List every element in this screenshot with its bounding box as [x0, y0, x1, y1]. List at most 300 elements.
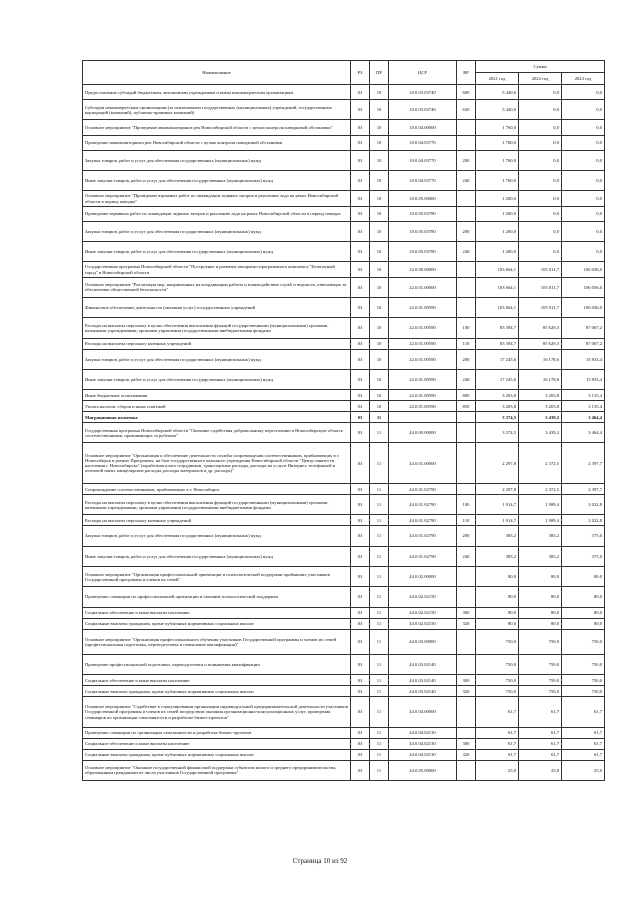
- row-vr: [457, 135, 476, 150]
- row-2023: 2 397,7: [562, 443, 605, 484]
- row-2021: 61,7: [476, 697, 519, 728]
- row-rz: 03: [351, 369, 370, 389]
- row-2023: 87 067,2: [562, 318, 605, 338]
- row-name: Закупка товаров, работ и услуг для обеспечения государственных (муниципальных) нужд: [83, 150, 351, 170]
- row-2023: 106 036,0: [562, 277, 605, 297]
- row-name: Социальные выплаты гражданам, кроме публичных нормативных социальных выплат: [83, 618, 351, 629]
- row-2022: 105 011,7: [519, 262, 562, 277]
- row-2023: 106 036,0: [562, 297, 605, 317]
- row-2022: 2 372,5: [519, 443, 562, 484]
- row-csr: 44.0.04.02130: [389, 749, 457, 760]
- row-name: Социальное обеспечение и иные выплаты населению: [83, 607, 351, 618]
- row-csr: 10.0.05.03780: [389, 221, 457, 241]
- row-pr: 10: [370, 297, 389, 317]
- row-pr: 10: [370, 369, 389, 389]
- row-rz: 03: [351, 629, 370, 654]
- row-2023: 0,0: [562, 242, 605, 262]
- row-name: Проведение взрывных работ по ликвидации ледяных заторов и рыхлению льда на реках Новосибирской области в период паводка: [83, 206, 351, 221]
- table-row: [83, 607, 605, 618]
- row-pr: 10: [370, 171, 389, 191]
- row-pr: 11: [370, 629, 389, 654]
- row-2023: 25,0: [562, 760, 605, 780]
- row-vr: 600: [457, 85, 476, 100]
- row-vr: 320: [457, 686, 476, 697]
- row-name: Основное мероприятие "Организация профессиональной ориентации и психологической поддержки прибывших участников Государственной программы и членов их семей": [83, 566, 351, 586]
- row-csr: 44.0.03.02140: [389, 686, 457, 697]
- row-2022: 85 629,3: [519, 338, 562, 349]
- row-csr: 44.0.01.02790: [389, 526, 457, 546]
- row-name: Сопровождение соотечественников, прибывающих в г. Новосибирск: [83, 484, 351, 495]
- row-2023: 61,7: [562, 749, 605, 760]
- row-2022: 61,7: [519, 749, 562, 760]
- table-header: [83, 61, 605, 85]
- row-2021: 1 200,0: [476, 221, 519, 241]
- table-row: [83, 318, 605, 338]
- row-2023: 0,0: [562, 221, 605, 241]
- row-2022: 25,0: [519, 760, 562, 780]
- table-row: [83, 401, 605, 412]
- row-2021: 5 440,6: [476, 85, 519, 100]
- table-row: [83, 297, 605, 317]
- row-2021: 383,2: [476, 546, 519, 566]
- row-2021: 61,7: [476, 738, 519, 749]
- table-body: [83, 85, 605, 781]
- row-name: Миграционная политика: [83, 412, 351, 423]
- row-2021: 61,7: [476, 727, 519, 738]
- row-2023: 2 022,8: [562, 515, 605, 526]
- row-name: Предоставление субсидий бюджетным, автономным учреждениям и иным некоммерческим организациям: [83, 85, 351, 100]
- row-csr: 44.0.02.02150: [389, 607, 457, 618]
- row-csr: 22.0.01.00590: [389, 338, 457, 349]
- row-2023: 80,0: [562, 618, 605, 629]
- row-name: Социальные выплаты гражданам, кроме публичных нормативных социальных выплат: [83, 749, 351, 760]
- row-2021: 5 440,6: [476, 100, 519, 120]
- row-csr: 44.0.02.02150: [389, 618, 457, 629]
- row-2023: 61,7: [562, 738, 605, 749]
- row-csr: 10.0.05.03780: [389, 242, 457, 262]
- table-row: [83, 349, 605, 369]
- row-vr: [457, 120, 476, 135]
- row-2021: 1 914,7: [476, 495, 519, 515]
- row-vr: [457, 412, 476, 423]
- row-pr: 11: [370, 749, 389, 760]
- row-csr: 44.0.02.02150: [389, 587, 457, 607]
- row-2021: 383,2: [476, 526, 519, 546]
- row-2023: 3 464,4: [562, 423, 605, 443]
- row-csr: 10.0.04.00000: [389, 120, 457, 135]
- row-pr: 10: [370, 277, 389, 297]
- row-csr: 44.0.00.00000: [389, 423, 457, 443]
- row-2022: 0,0: [519, 150, 562, 170]
- row-vr: [457, 587, 476, 607]
- row-rz: 03: [351, 221, 370, 241]
- page-number: Страница 10 из 92: [292, 857, 348, 865]
- row-2022: 383,2: [519, 526, 562, 546]
- row-rz: 03: [351, 150, 370, 170]
- row-csr: 44.0.03.02140: [389, 654, 457, 674]
- row-rz: 03: [351, 85, 370, 100]
- row-name: Расходы на выплаты персоналу казенных учреждений: [83, 338, 351, 349]
- row-2021: 83 394,7: [476, 338, 519, 349]
- row-pr: 11: [370, 654, 389, 674]
- table-row: [83, 618, 605, 629]
- row-2021: 1 760,0: [476, 120, 519, 135]
- table-row: [83, 242, 605, 262]
- row-name: Социальное обеспечение и иные выплаты населению: [83, 738, 351, 749]
- row-pr: 11: [370, 727, 389, 738]
- row-2022: 0,0: [519, 206, 562, 221]
- row-2021: 80,0: [476, 607, 519, 618]
- row-rz: 03: [351, 749, 370, 760]
- row-rz: 03: [351, 349, 370, 369]
- row-2021: 1 760,0: [476, 171, 519, 191]
- row-csr: 44.0.01.00000: [389, 443, 457, 484]
- row-csr: 44.0.01.02790: [389, 515, 457, 526]
- row-csr: 22.0.01.00590: [389, 349, 457, 369]
- row-rz: 03: [351, 675, 370, 686]
- row-pr: 11: [370, 607, 389, 618]
- row-name: Основное мероприятие "Реализация мер, направленных на координацию работы и взаимодействие служб и ведомств, отвечающих за обеспечение общественной безопасности": [83, 277, 351, 297]
- row-rz: 03: [351, 607, 370, 618]
- row-csr: 10.0.03.03740: [389, 100, 457, 120]
- row-2022: 0,0: [519, 135, 562, 150]
- table-row: [83, 546, 605, 566]
- row-2021: 750,0: [476, 629, 519, 654]
- row-rz: 03: [351, 390, 370, 401]
- header-year-2023: 2023 год: [562, 73, 605, 85]
- row-2023: 61,7: [562, 727, 605, 738]
- row-name: Основное мероприятие "Проведение взрывных работ по ликвидации ледяных заторов и рыхлению льда на реках Новосибирской области в период паводка": [83, 191, 351, 206]
- row-name: Иные закупки товаров, работ и услуг для обеспечения государственных (муниципальных) нужд: [83, 171, 351, 191]
- table-row: [83, 526, 605, 546]
- row-pr: 10: [370, 349, 389, 369]
- table-row: [83, 697, 605, 728]
- row-vr: [457, 297, 476, 317]
- header-year-2021: 2021 год: [476, 73, 519, 85]
- table-row: [83, 749, 605, 760]
- row-2023: 80,0: [562, 607, 605, 618]
- row-vr: [457, 760, 476, 780]
- table-row: [83, 100, 605, 120]
- row-vr: [457, 566, 476, 586]
- row-2023: 750,0: [562, 675, 605, 686]
- row-pr: 10: [370, 242, 389, 262]
- row-2022: 85 629,3: [519, 318, 562, 338]
- header-csr: ЦСР: [389, 61, 457, 85]
- row-pr: 10: [370, 390, 389, 401]
- row-2023: 0,0: [562, 100, 605, 120]
- row-2022: 105 011,7: [519, 277, 562, 297]
- row-pr: 11: [370, 686, 389, 697]
- row-2021: 3 374,5: [476, 412, 519, 423]
- row-vr: [457, 277, 476, 297]
- row-2021: 103 664,1: [476, 297, 519, 317]
- row-2021: 1 760,0: [476, 150, 519, 170]
- table-row: [83, 135, 605, 150]
- row-2021: 3 203,8: [476, 401, 519, 412]
- row-vr: [457, 191, 476, 206]
- row-2021: 80,0: [476, 618, 519, 629]
- budget-table-sheet: [82, 60, 604, 781]
- row-name: Проведение семинаров по профессиональной ориентации и оказание психологической поддержки: [83, 587, 351, 607]
- row-2023: 0,0: [562, 85, 605, 100]
- row-2022: 80,0: [519, 566, 562, 586]
- table-row: [83, 443, 605, 484]
- table-row: [83, 150, 605, 170]
- row-vr: 110: [457, 338, 476, 349]
- row-vr: 200: [457, 526, 476, 546]
- row-pr: 10: [370, 191, 389, 206]
- row-pr: 11: [370, 738, 389, 749]
- row-csr: 22.0.01.00590: [389, 369, 457, 389]
- row-rz: 03: [351, 654, 370, 674]
- row-name: Социальное обеспечение и иные выплаты населению: [83, 675, 351, 686]
- row-2021: 17 245,6: [476, 369, 519, 389]
- row-2022: 0,0: [519, 85, 562, 100]
- row-name: Государственная программа Новосибирской области "Построение и развитие аппаратно-программного комплекса "Безопасный город" в Новосибирской области: [83, 262, 351, 277]
- row-csr: 44.0.03.02140: [389, 675, 457, 686]
- row-2022: 61,7: [519, 727, 562, 738]
- row-2021: 25,0: [476, 760, 519, 780]
- row-rz: 03: [351, 120, 370, 135]
- row-2021: 103 664,1: [476, 262, 519, 277]
- row-rz: 03: [351, 587, 370, 607]
- row-vr: [457, 697, 476, 728]
- row-csr: 22.0.01.00590: [389, 318, 457, 338]
- row-rz: 03: [351, 401, 370, 412]
- row-rz: 03: [351, 191, 370, 206]
- row-rz: 03: [351, 206, 370, 221]
- row-pr: 11: [370, 760, 389, 780]
- row-2023: 375,0: [562, 546, 605, 566]
- row-2022: 750,0: [519, 686, 562, 697]
- row-rz: 03: [351, 686, 370, 697]
- row-rz: 03: [351, 618, 370, 629]
- row-vr: 300: [457, 675, 476, 686]
- row-2022: 80,0: [519, 618, 562, 629]
- row-vr: 100: [457, 495, 476, 515]
- row-pr: 11: [370, 566, 389, 586]
- row-pr: 11: [370, 526, 389, 546]
- row-2021: 2 297,8: [476, 484, 519, 495]
- row-2022: 1 989,4: [519, 515, 562, 526]
- row-csr: 44.0.04.02130: [389, 738, 457, 749]
- row-rz: 03: [351, 242, 370, 262]
- table-row: [83, 412, 605, 423]
- row-name: Основное мероприятие "Организация профессионального обучения участников Государственной программы и членов их семей (профессиональная подготовка, переподготовка и повышение квалификации)": [83, 629, 351, 654]
- row-2023: 3 464,4: [562, 412, 605, 423]
- row-2022: 383,2: [519, 546, 562, 566]
- row-2023: 375,0: [562, 526, 605, 546]
- row-2022: 3 439,2: [519, 423, 562, 443]
- row-2023: 0,0: [562, 120, 605, 135]
- row-2021: 3 203,8: [476, 390, 519, 401]
- row-pr: 11: [370, 495, 389, 515]
- row-2022: 0,0: [519, 100, 562, 120]
- row-name: Субсидии некоммерческим организациям (за исключением государственных (муниципальных) учреждений, государственных корпораций (компаний), публично-правовых компаний): [83, 100, 351, 120]
- table-row: [83, 738, 605, 749]
- row-2021: 1 200,0: [476, 206, 519, 221]
- row-2022: 105 011,7: [519, 297, 562, 317]
- row-pr: 10: [370, 318, 389, 338]
- row-vr: 630: [457, 100, 476, 120]
- table-row: [83, 369, 605, 389]
- row-name: Иные закупки товаров, работ и услуг для обеспечения государственных (муниципальных) нужд: [83, 242, 351, 262]
- row-name: Расходы на выплаты персоналу в целях обеспечения выполнения функций государственными (муниципальными) органами, казенными учреждениями, органами управления государственными внебюджетными фондами: [83, 318, 351, 338]
- row-2022: 3 203,8: [519, 390, 562, 401]
- table-row: [83, 171, 605, 191]
- row-rz: 03: [351, 135, 370, 150]
- row-pr: 11: [370, 412, 389, 423]
- row-vr: [457, 484, 476, 495]
- row-2023: 0,0: [562, 191, 605, 206]
- row-2021: 1 200,0: [476, 191, 519, 206]
- row-vr: 320: [457, 618, 476, 629]
- row-2023: 2 022,8: [562, 495, 605, 515]
- table-row: [83, 629, 605, 654]
- row-2021: 750,0: [476, 654, 519, 674]
- row-name: Государственная программа Новосибирской области "Оказание содействия добровольному переселению в Новосибирскую область соотечественников, проживающих за рубежом": [83, 423, 351, 443]
- row-name: Закупка товаров, работ и услуг для обеспечения государственных (муниципальных) нужд: [83, 349, 351, 369]
- row-pr: 10: [370, 100, 389, 120]
- row-pr: 11: [370, 675, 389, 686]
- row-2023: 80,0: [562, 587, 605, 607]
- row-2023: 2 397,7: [562, 484, 605, 495]
- row-2023: 3 135,4: [562, 401, 605, 412]
- row-2021: 1 200,0: [476, 242, 519, 262]
- row-2023: 87 067,2: [562, 338, 605, 349]
- row-rz: 03: [351, 738, 370, 749]
- table-row: [83, 587, 605, 607]
- row-2021: 1 760,0: [476, 135, 519, 150]
- row-rz: 03: [351, 526, 370, 546]
- row-vr: 200: [457, 150, 476, 170]
- row-2022: 0,0: [519, 221, 562, 241]
- row-name: Социальные выплаты гражданам, кроме публичных нормативных социальных выплат: [83, 686, 351, 697]
- table-row: [83, 221, 605, 241]
- row-name: Основное мероприятие "Организация и обеспечение деятельности службы сопровождения соотечественников, прибывающих в г. Новосибирск в рамках Программы, на базе государственного казенного учреждения Новосибирской области "Центр занятости населения г. Новосибирска" (заработная плата сотрудников, транспортные расходы, расходы на услуги Интернет, телефонной и почтовой связи, канцелярские расходы, расходы материалов и др. расходы)": [83, 443, 351, 484]
- row-pr: 10: [370, 221, 389, 241]
- row-vr: [457, 423, 476, 443]
- row-pr: 11: [370, 697, 389, 728]
- row-2022: 3 439,2: [519, 412, 562, 423]
- row-2022: 750,0: [519, 675, 562, 686]
- row-rz: 03: [351, 423, 370, 443]
- row-pr: 10: [370, 120, 389, 135]
- header-pr: ПР: [370, 61, 389, 85]
- row-rz: 03: [351, 297, 370, 317]
- row-2023: 750,0: [562, 686, 605, 697]
- row-vr: 110: [457, 515, 476, 526]
- row-csr: 10.0.04.03770: [389, 171, 457, 191]
- row-rz: 03: [351, 412, 370, 423]
- row-name: Расходы на выплаты персоналу в целях обеспечения выполнения функций государственными (муниципальными) органами, казенными учреждениями, органами управления государственными внебюджетными фондами: [83, 495, 351, 515]
- row-2022: 750,0: [519, 654, 562, 674]
- row-2022: 80,0: [519, 607, 562, 618]
- table-row: [83, 727, 605, 738]
- row-rz: 03: [351, 760, 370, 780]
- row-rz: 03: [351, 262, 370, 277]
- row-2023: 750,0: [562, 629, 605, 654]
- row-name: Основное мероприятие "Оказание государственной финансовой поддержки субъектам малого и среднего предпринимательства, образованным гражданами из числа участников Государственной программы": [83, 760, 351, 780]
- row-2023: 106 036,0: [562, 262, 605, 277]
- row-csr: 44.0.04.00000: [389, 697, 457, 728]
- row-csr: 10.0.04.03770: [389, 150, 457, 170]
- row-pr: 10: [370, 135, 389, 150]
- row-vr: 850: [457, 401, 476, 412]
- row-csr: 10.0.05.03780: [389, 206, 457, 221]
- row-csr: 44.0.01.02790: [389, 484, 457, 495]
- row-2023: 15 833,4: [562, 349, 605, 369]
- row-rz: 03: [351, 727, 370, 738]
- row-2021: 3 374,5: [476, 423, 519, 443]
- row-vr: 240: [457, 369, 476, 389]
- row-vr: 800: [457, 390, 476, 401]
- row-pr: 10: [370, 85, 389, 100]
- row-pr: 10: [370, 262, 389, 277]
- row-rz: 03: [351, 495, 370, 515]
- row-rz: 03: [351, 277, 370, 297]
- row-rz: 03: [351, 443, 370, 484]
- row-name: Закупка товаров, работ и услуг для обеспечения государственных (муниципальных) нужд: [83, 526, 351, 546]
- table-row: [83, 515, 605, 526]
- row-2021: 750,0: [476, 675, 519, 686]
- table-row: [83, 338, 605, 349]
- row-2021: 80,0: [476, 587, 519, 607]
- budget-table: [82, 60, 605, 781]
- row-csr: 10.0.03.03740: [389, 85, 457, 100]
- row-pr: 11: [370, 423, 389, 443]
- row-csr: 44.0.01.02790: [389, 546, 457, 566]
- row-2023: 3 135,4: [562, 390, 605, 401]
- row-csr: 22.0.01.00590: [389, 390, 457, 401]
- row-pr: 10: [370, 401, 389, 412]
- row-pr: 11: [370, 587, 389, 607]
- row-pr: 11: [370, 484, 389, 495]
- table-row: [83, 120, 605, 135]
- header-rz: РЗ: [351, 61, 370, 85]
- row-rz: 03: [351, 171, 370, 191]
- row-2023: 80,0: [562, 566, 605, 586]
- row-rz: 03: [351, 566, 370, 586]
- header-name: Наименование: [83, 61, 351, 85]
- row-csr: 44.0.03.00000: [389, 629, 457, 654]
- row-vr: [457, 727, 476, 738]
- row-csr: 22.0.01.00590: [389, 297, 457, 317]
- table-row: [83, 760, 605, 780]
- row-pr: 10: [370, 338, 389, 349]
- row-rz: 03: [351, 318, 370, 338]
- row-name: Уплата налогов, сборов и иных платежей: [83, 401, 351, 412]
- row-2021: 80,0: [476, 566, 519, 586]
- row-name: Финансовое обеспечение деятельности (оказания услуг) государственных учреждений: [83, 297, 351, 317]
- row-csr: 22.0.01.00000: [389, 277, 457, 297]
- row-2022: 0,0: [519, 242, 562, 262]
- row-pr: 10: [370, 206, 389, 221]
- row-2022: 16 178,6: [519, 369, 562, 389]
- row-vr: 200: [457, 349, 476, 369]
- row-2022: 0,0: [519, 171, 562, 191]
- row-2023: 61,7: [562, 697, 605, 728]
- row-2021: 1 914,7: [476, 515, 519, 526]
- row-rz: 03: [351, 100, 370, 120]
- row-pr: 11: [370, 618, 389, 629]
- row-vr: 100: [457, 318, 476, 338]
- table-row: [83, 484, 605, 495]
- row-pr: 11: [370, 546, 389, 566]
- row-vr: [457, 443, 476, 484]
- row-name: Проведение авиамониторинга рек Новосибирской области с целью контроля паводковой обстановки: [83, 135, 351, 150]
